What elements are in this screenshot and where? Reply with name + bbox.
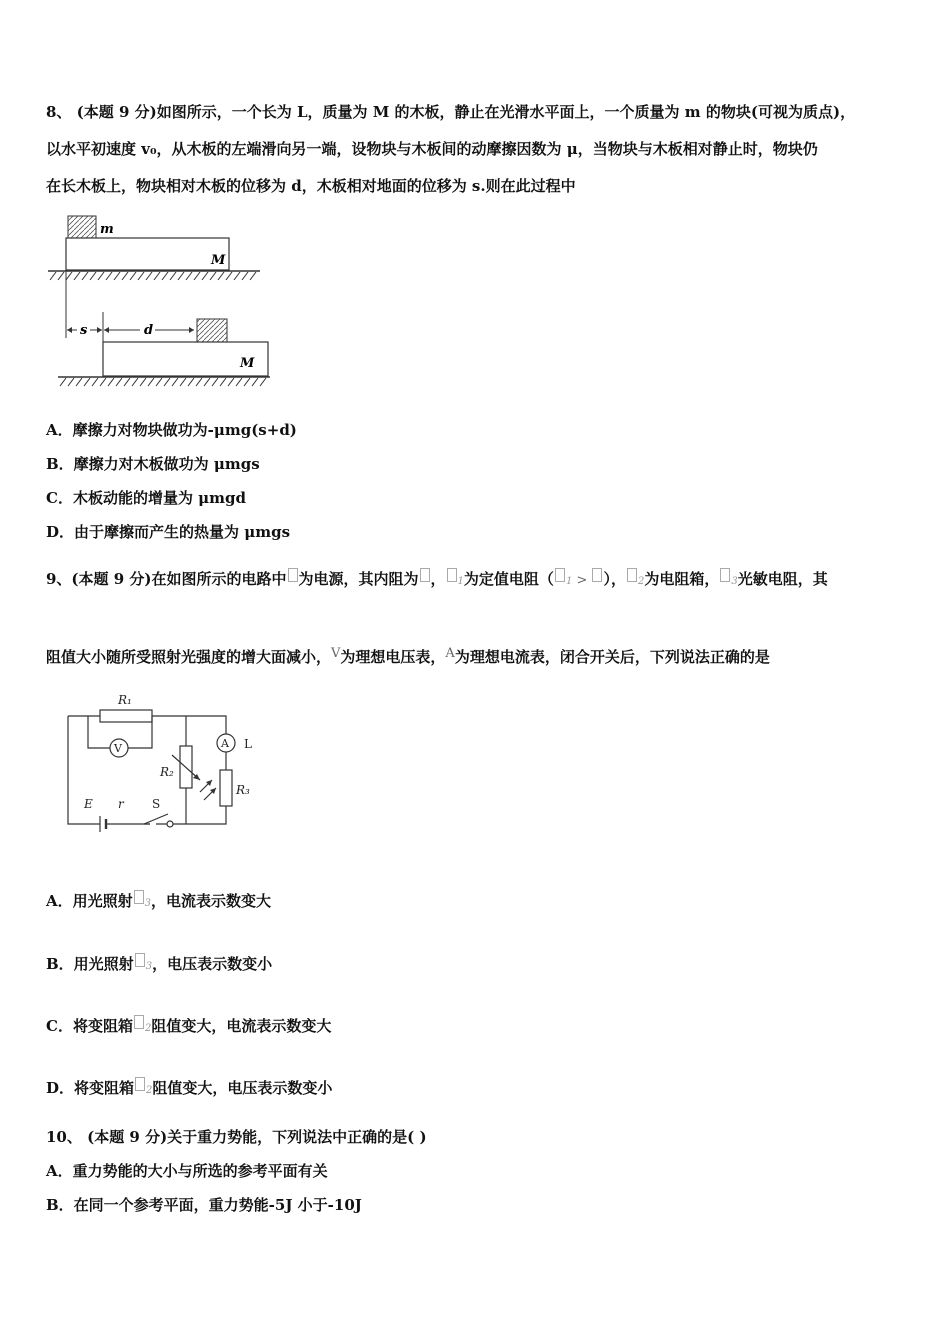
missing-symbol-icon — [592, 568, 602, 582]
q10-option-a[interactable]: A．重力势能的大小与所选的参考平面有关 — [46, 1162, 328, 1180]
label-d: d — [144, 323, 154, 338]
q10-stem: 10、 (本题 9 分)关于重力势能，下列说法中正确的是( ) — [46, 1128, 427, 1146]
missing-symbol-icon — [134, 890, 144, 904]
label-s: s — [80, 323, 88, 338]
q8-option-c[interactable]: C．木板动能的增量为 μmgd — [46, 489, 246, 507]
q8-option-a[interactable]: A．摩擦力对物块做功为-μmg(s+d) — [46, 421, 297, 439]
q9-option-c[interactable]: C．将变阻箱 2阻值变大，电流表示数变大 — [46, 1017, 332, 1035]
missing-symbol-icon — [447, 568, 457, 582]
block-m-initial — [68, 216, 96, 238]
missing-symbol-icon — [555, 568, 565, 582]
q8-option-b[interactable]: B．摩擦力对木板做功为 μmgs — [46, 455, 260, 473]
missing-symbol-icon — [134, 1015, 144, 1029]
q9-option-d[interactable]: D．将变阻箱 2阻值变大，电压表示数变小 — [46, 1079, 333, 1097]
block-m-final — [197, 319, 227, 342]
missing-symbol-icon — [627, 568, 637, 582]
ammeter-icon: A — [221, 737, 229, 750]
board-initial — [66, 238, 229, 270]
label-S: S — [152, 797, 161, 811]
missing-symbol-icon — [720, 568, 730, 582]
q9-option-a[interactable]: A．用光照射 3，电流表示数变大 — [46, 892, 272, 910]
q9-circuit-diagram — [60, 688, 270, 836]
label-M-final: M — [240, 356, 255, 371]
label-L: L — [244, 737, 252, 751]
label-R2: R₂ — [160, 765, 174, 779]
q8-stem-line-3: 在长木板上，物块相对木板的位移为 d，木板相对地面的位移为 s.则在此过程中 — [46, 177, 576, 195]
q8-block-board-figure — [44, 210, 284, 395]
voltmeter-icon: V — [114, 742, 122, 755]
q8-stem-line-1: 8、 (本题 9 分)如图所示，一个长为 L，质量为 M 的木板，静止在光滑水平面上，一个质量为 m 的物块(可视为质点)， — [46, 103, 856, 121]
q9-stem-line-1: 9、(本题 9 分)在如图所示的电路中 为电源，其内阻为 ， 1为定值电阻（ 1 > ）， 2为电阻箱， 3光敏电阻，其 — [46, 570, 828, 588]
missing-symbol-icon — [420, 568, 430, 582]
q8-option-d[interactable]: D．由于摩擦而产生的热量为 μmgs — [46, 523, 291, 541]
q9-option-b[interactable]: B．用光照射 3，电压表示数变小 — [46, 955, 273, 973]
label-m: m — [100, 222, 114, 237]
label-E: E — [84, 797, 93, 811]
label-R3: R₃ — [236, 783, 250, 797]
q10-option-b[interactable]: B．在同一个参考平面，重力势能-5J 小于-10J — [46, 1196, 362, 1214]
q8-stem-line-2: 以水平初速度 v₀，从木板的左端滑向另一端，设物块与木板间的动摩擦因数为 μ，当物块与木板相对静止时，物块仍 — [46, 140, 818, 158]
q9-stem-line-2: 阻值大小随所受照射光强度的增大面减小，V为理想电压表，A为理想电流表，闭合开关后，下列说法正确的是 — [46, 646, 770, 666]
label-M-initial: M — [211, 253, 226, 268]
missing-symbol-icon — [135, 953, 145, 967]
missing-symbol-icon — [288, 568, 298, 582]
missing-symbol-icon — [135, 1077, 145, 1091]
label-R1: R₁ — [118, 693, 132, 707]
label-r: r — [118, 797, 124, 811]
